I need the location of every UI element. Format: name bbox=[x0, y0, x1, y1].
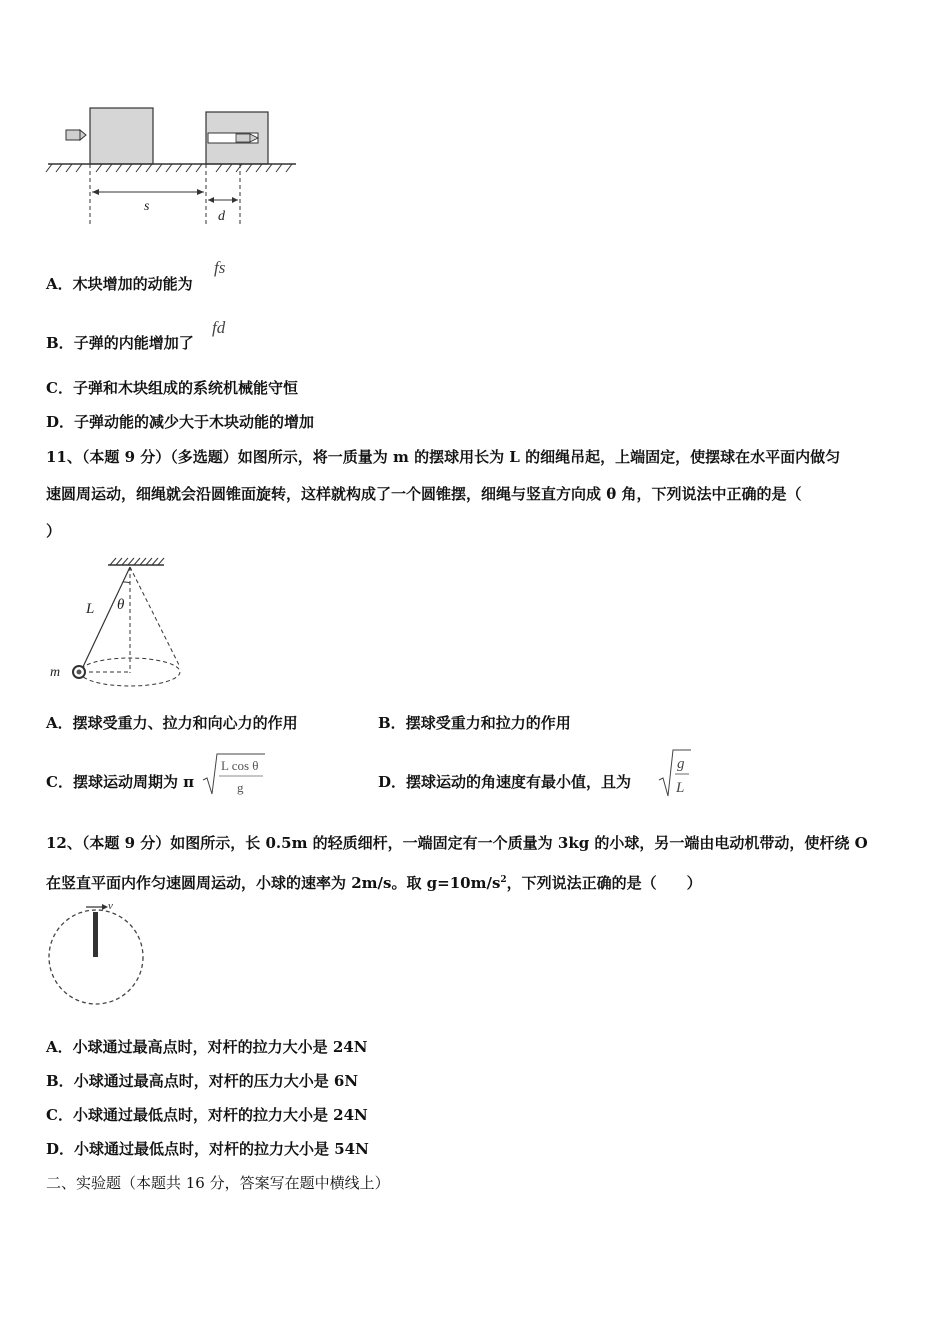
label-v: v bbox=[108, 900, 113, 912]
q12-option-d bbox=[46, 1139, 369, 1159]
fraction-numerator: L cos θ bbox=[221, 758, 259, 773]
q11-option-b bbox=[378, 713, 571, 733]
label-L: L bbox=[86, 601, 95, 617]
q12-stem-line1: 12、（本题 9 分）如图所示，长 0.5m 的轻质细杆，一端固定有一个质量为 3kg 的小球，另一端由电动机带动，使杆绕 O bbox=[46, 834, 868, 852]
option-letter: C． bbox=[46, 773, 73, 791]
option-letter: D． bbox=[46, 1140, 75, 1158]
q12-stem-line2 bbox=[46, 870, 702, 893]
q11-option-d bbox=[378, 772, 631, 792]
bullet-block-figure bbox=[44, 100, 304, 230]
rotating-rod-figure bbox=[44, 898, 154, 1013]
q10-option-c bbox=[46, 378, 298, 398]
option-letter: B． bbox=[46, 334, 74, 352]
q11-stem-line2: 速圆周运动，细绳就会沿圆锥面旋转，这样就构成了一个圆锥摆，细绳与竖直方向成 θ 角，下列说法中正确的是（ bbox=[46, 485, 802, 503]
section-title: 二、实验题（本题共 16 分，答案写在题中横线上） bbox=[46, 1174, 390, 1192]
formula-fd: fd bbox=[212, 318, 226, 337]
option-letter: C． bbox=[46, 1106, 73, 1124]
q10-option-a bbox=[46, 274, 193, 294]
formula-fs: fs bbox=[214, 258, 226, 277]
option-letter: A． bbox=[46, 1038, 73, 1056]
q11-stem-line3: ） bbox=[46, 522, 62, 540]
fraction-numerator: g bbox=[677, 756, 685, 772]
q11-option-c bbox=[46, 772, 194, 792]
option-text: 木块增加的动能为 bbox=[72, 275, 193, 293]
q11-option-a bbox=[46, 713, 298, 733]
q10-option-b bbox=[46, 333, 194, 353]
option-text: 摆球受重力、拉力和向心力的作用 bbox=[72, 714, 298, 732]
option-text: 子弹的内能增加了 bbox=[73, 334, 194, 352]
q12-option-a bbox=[46, 1037, 367, 1057]
label-d: d bbox=[218, 209, 225, 224]
sqrt-formula-d bbox=[659, 748, 693, 800]
option-letter: D． bbox=[46, 413, 75, 431]
option-letter: A． bbox=[46, 714, 73, 732]
q10-option-d bbox=[46, 412, 314, 432]
option-text: 摆球受重力和拉力的作用 bbox=[405, 714, 571, 732]
option-letter: C． bbox=[46, 379, 73, 397]
option-letter: D． bbox=[378, 773, 407, 791]
label-m: m bbox=[50, 665, 61, 680]
conical-pendulum-figure bbox=[44, 555, 194, 695]
option-letter: B． bbox=[378, 714, 406, 732]
fraction-denominator: L bbox=[676, 780, 685, 796]
superscript: 2 bbox=[500, 875, 507, 885]
stem-text: ，下列说法正确的是（ ） bbox=[506, 874, 702, 892]
option-text: 小球通过最低点时，对杆的拉力大小是 24N bbox=[72, 1106, 368, 1124]
option-text: 摆球运动周期为 π bbox=[72, 773, 195, 791]
option-letter: B． bbox=[46, 1072, 74, 1090]
q12-option-b bbox=[46, 1071, 358, 1091]
q11-stem-line1: 11、（本题 9 分）（多选题）如图所示，将一质量为 m 的摆球用长为 L 的细绳吊起，上端固定，使摆球在水平面内做匀 bbox=[46, 448, 841, 466]
option-text: 子弹动能的减少大于木块动能的增加 bbox=[74, 413, 315, 431]
sqrt-formula-c bbox=[203, 752, 267, 798]
q12-option-c bbox=[46, 1105, 368, 1125]
stem-text: 在竖直平面内作匀速圆周运动，小球的速率为 2m/s。取 g=10m/s bbox=[46, 874, 501, 892]
option-text: 小球通过最低点时，对杆的拉力大小是 54N bbox=[74, 1140, 369, 1158]
label-theta: θ bbox=[117, 597, 125, 613]
option-letter: A． bbox=[46, 275, 73, 293]
option-text: 小球通过最高点时，对杆的压力大小是 6N bbox=[73, 1072, 359, 1090]
option-text: 小球通过最高点时，对杆的拉力大小是 24N bbox=[72, 1038, 368, 1056]
option-text: 子弹和木块组成的系统机械能守恒 bbox=[72, 379, 298, 397]
label-s: s bbox=[144, 199, 150, 214]
option-text: 摆球运动的角速度有最小值，且为 bbox=[406, 773, 632, 791]
fraction-denominator: g bbox=[237, 780, 244, 795]
